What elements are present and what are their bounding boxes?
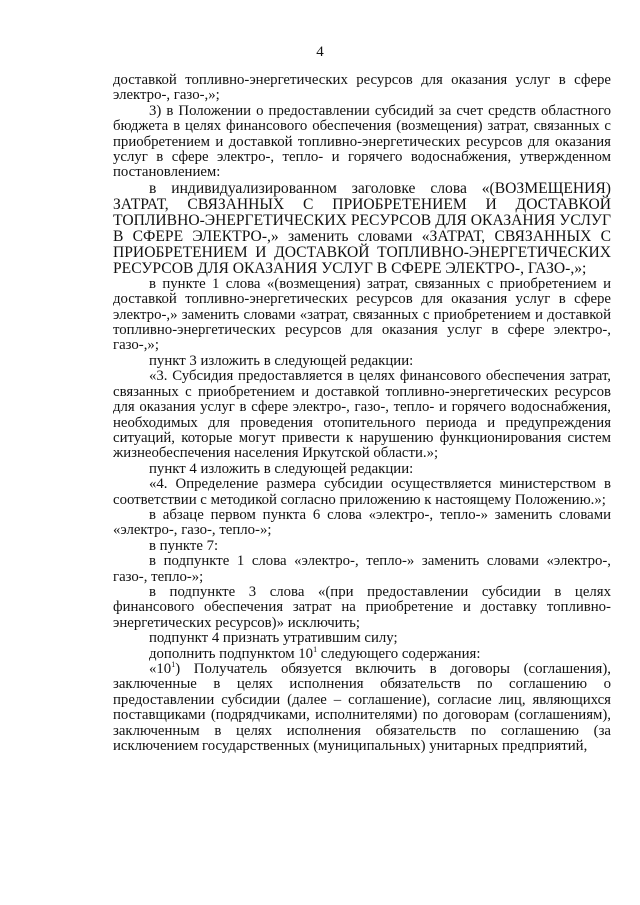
paragraph: пункт 3 изложить в следующей редакции: [149, 352, 414, 369]
paragraph: в пункте 7: [149, 537, 219, 554]
paragraph: «4. Определение размера субсидии осуществляется министерством в соответствии с методикой согласно приложению к настоящему Положению.»; [113, 476, 611, 508]
paragraph: в подпункте 3 слова «(при предоставлении субсидии в целях финансового обеспечения затрат на приобретение и доставку топливно-энергетических ресурсов)» исключить; [113, 583, 611, 631]
text-run: ) Получатель обязуется включить в договоры (соглашения), заключенные в целях исполнения обязательств по соглашению о предоставлении субсидии (далее – соглашение), согласие лиц, являющихся поставщиками (подрядчиками, исполнителями) по договорам (соглашениям), заключенным в целях исполнения обязательств по соглашению (за исключением государственных (муниципальных) унитарных предприятий, [113, 661, 611, 755]
paragraph-subclause-10-1 [113, 662, 611, 754]
text-run: дополнить подпунктом 10 [149, 645, 314, 662]
paragraph-add-subclause [113, 644, 611, 662]
text-run: «10 [149, 661, 172, 677]
paragraph: подпункт 4 признать утратившим силу; [149, 630, 398, 647]
paragraph: в подпункте 1 слова «электро-, тепло-» заменить словами «электро-, газо-, тепло-»; [113, 553, 611, 585]
paragraph: пункт 4 изложить в следующей редакции: [149, 460, 414, 477]
superscript: 1 [313, 644, 318, 654]
paragraph: доставкой топливно-энергетических ресурсов для оказания услуг в сфере электро-, газо-,»; [113, 72, 611, 104]
paragraph-caps: в индивидуализированном заголовке слова «(ВОЗМЕЩЕНИЯ) ЗАТРАТ, СВЯЗАННЫХ С ПРИОБРЕТЕНИЕМ И ДОСТАВКОЙ ТОПЛИВНО-ЭНЕРГЕТИЧЕСКИХ РЕСУРСОВ ДЛЯ ОКАЗАНИЯ УСЛУГ В СФЕРЕ ЭЛЕКТРО-,» заменить словами «ЗАТРАТ, СВЯЗАННЫХ С ПРИОБРЕТЕНИЕМ И ДОСТАВКОЙ ТОПЛИВНО-ЭНЕРГЕТИЧЕСКИХ РЕСУРСОВ ДЛЯ ОКАЗАНИЯ УСЛУГ В СФЕРЕ ЭЛЕКТРО-, ГАЗО-,»; [113, 179, 611, 277]
paragraph: в абзаце первом пункта 6 слова «электро-, тепло-» заменить словами «электро-, газо-, тепло-»; [113, 506, 611, 539]
superscript: 1 [171, 660, 176, 669]
body-text [113, 73, 611, 754]
page-number: 4 [316, 44, 324, 60]
paragraph: в пункте 1 слова «(возмещения) затрат, связанных с приобретением и доставкой топливно-энергетических ресурсов для оказания услуг в сфере электро-,» заменить словами «затрат, связанных с приобретением и доставкой топливно-энергетических ресурсов для оказания услуг в сфере электро-, газо-,»; [113, 275, 611, 354]
paragraph: «3. Субсидия предоставляется в целях финансового обеспечения затрат, связанных с приобретением и доставкой топливно-энергетических ресурсов для оказания услуг в сфере электро-, газо-, тепло- и горячего водоснабжения, необходимых для проведения отопительного периода и предупреждения ситуаций, которые могут привести к нарушению функционирования систем жизнеобеспечения населения Иркутской области.»; [113, 368, 611, 462]
paragraph: 3) в Положении о предоставлении субсидий за счет средств областного бюджета в целях финансового обеспечения (возмещения) затрат, связанных с приобретением и доставкой топливно-энергетических ресурсов для оказания услуг в сфере электро-, тепло- и горячего водоснабжения, утвержденном постановлением: [113, 102, 611, 181]
text-run: следующего содержания: [317, 645, 481, 662]
